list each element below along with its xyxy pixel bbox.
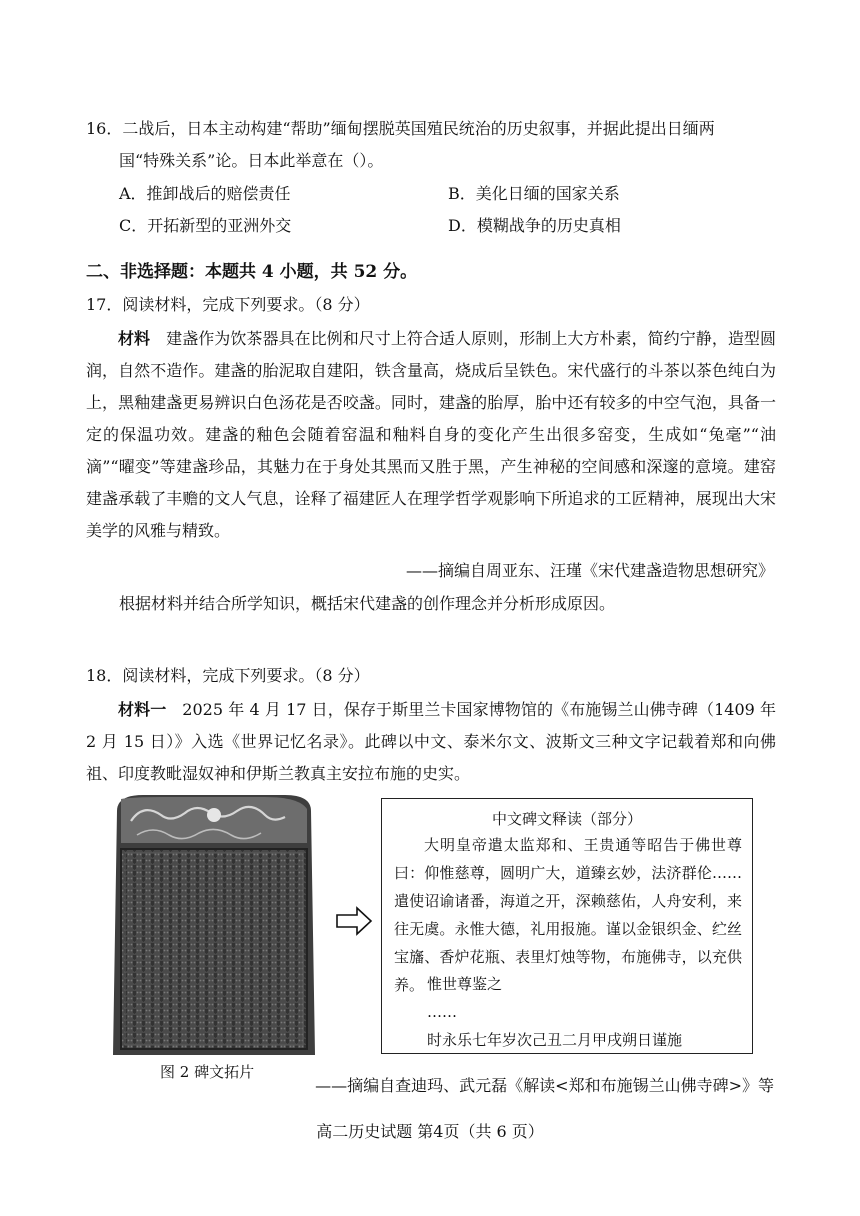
inscription-body: 大明皇帝遣太监郑和、王贵通等昭告于佛世尊曰：仰惟慈尊，圆明广大，道臻玄妙，法济群伦……遣使诏谕诸番，海道之开，深赖慈佑，人舟安利，来往无虞。永惟大德，礼用报施。谨以金银织金、纻丝宝旛、香炉花瓶、表里灯烛等物，布施佛寺，以充供养。: [394, 836, 742, 994]
q17-requirement: 根据材料并结合所学知识，概括宋代建盏的创作理念并分析形成原因。: [119, 594, 616, 613]
q18-source: ——摘编自查迪玛、武元磊《解读<郑和布施锡兰山佛寺碑>》等: [315, 1076, 774, 1095]
q17-material-label: 材料: [118, 329, 151, 348]
right-arrow-icon: [335, 906, 373, 936]
q16-option-a: A．推卸战后的赔偿责任: [119, 184, 291, 203]
inscription-translation-box: [381, 798, 753, 1054]
q17-material: [86, 323, 776, 553]
q18-material: [86, 694, 776, 794]
q16-option-c: C．开拓新型的亚洲外交: [119, 216, 292, 235]
q16-option-b: B．美化日缅的国家关系: [448, 184, 620, 203]
inscription-box-title: 中文碑文释读（部分）: [491, 810, 642, 828]
inscription-line-b: ……: [427, 1003, 457, 1021]
q17-material-text: 建盏作为饮茶器具在比例和尺寸上符合适人原则，形制上大方朴素，简约宁静，造型圆润，自然不造作。建盏的胎泥取自建阳，铁含量高，烧成后呈铁色。宋代盛行的斗茶以茶色纯白为上，黑釉建盏更易辨识白色汤花是否咬盏。同时，建盏的胎厚，胎中还有较多的中空气泡，具备一定的保温功效。建盏的釉色会随着窑温和釉料自身的变化产生出很多窑变，生成如“兔毫”“油滴”“曜变”等建盏珍品，其魅力在于身处其黑而又胜于黑，产生神秘的空间感和深邃的意境。建窑建盏承载了丰赡的文人气息，诠释了福建匠人在理学哲学观影响下所追求的工匠精神，展现出大宋美学的风雅与精致。: [86, 329, 776, 540]
inscription-line-c: 时永乐七年岁次己丑二月甲戌朔日谨施: [427, 1031, 683, 1049]
q16-option-d: D．模糊战争的历史真相: [448, 216, 621, 235]
q18-heading: 18．阅读材料，完成下列要求。（8 分）: [86, 666, 370, 685]
q16-stem-line1: 16．二战后，日本主动构建“帮助”缅甸摆脱英国殖民统治的历史叙事，并据此提出日缅两: [86, 119, 715, 138]
stele-rubbing-image: [103, 793, 325, 1058]
page-footer: 高二历史试题 第4页（共 6 页）: [316, 1122, 544, 1141]
figure-caption: 图 2 碑文拓片: [160, 1063, 255, 1081]
q16-stem-line2: 国“特殊关系”论。日本此举意在（）。: [119, 151, 384, 170]
q17-source: ——摘编自周亚东、汪瑾《宋代建盏造物思想研究》: [405, 561, 774, 580]
inscription-line-a: 惟世尊鉴之: [427, 975, 503, 993]
q18-material-label: 材料一: [118, 700, 167, 719]
q17-heading: 17．阅读材料，完成下列要求。（8 分）: [86, 295, 370, 314]
q18-material-text: 2025 年 4 月 17 日，保存于斯里兰卡国家博物馆的《布施锡兰山佛寺碑（1409 年 2 月 15 日）》入选《世界记忆名录》。此碑以中文、泰米尔文、波斯文三种文字记载着郑和向佛祖、印度教毗湿奴神和伊斯兰教真主安拉布施的史实。: [86, 700, 776, 783]
section-title: 二、非选择题：本题共 4 小题，共 52 分。: [86, 262, 418, 282]
